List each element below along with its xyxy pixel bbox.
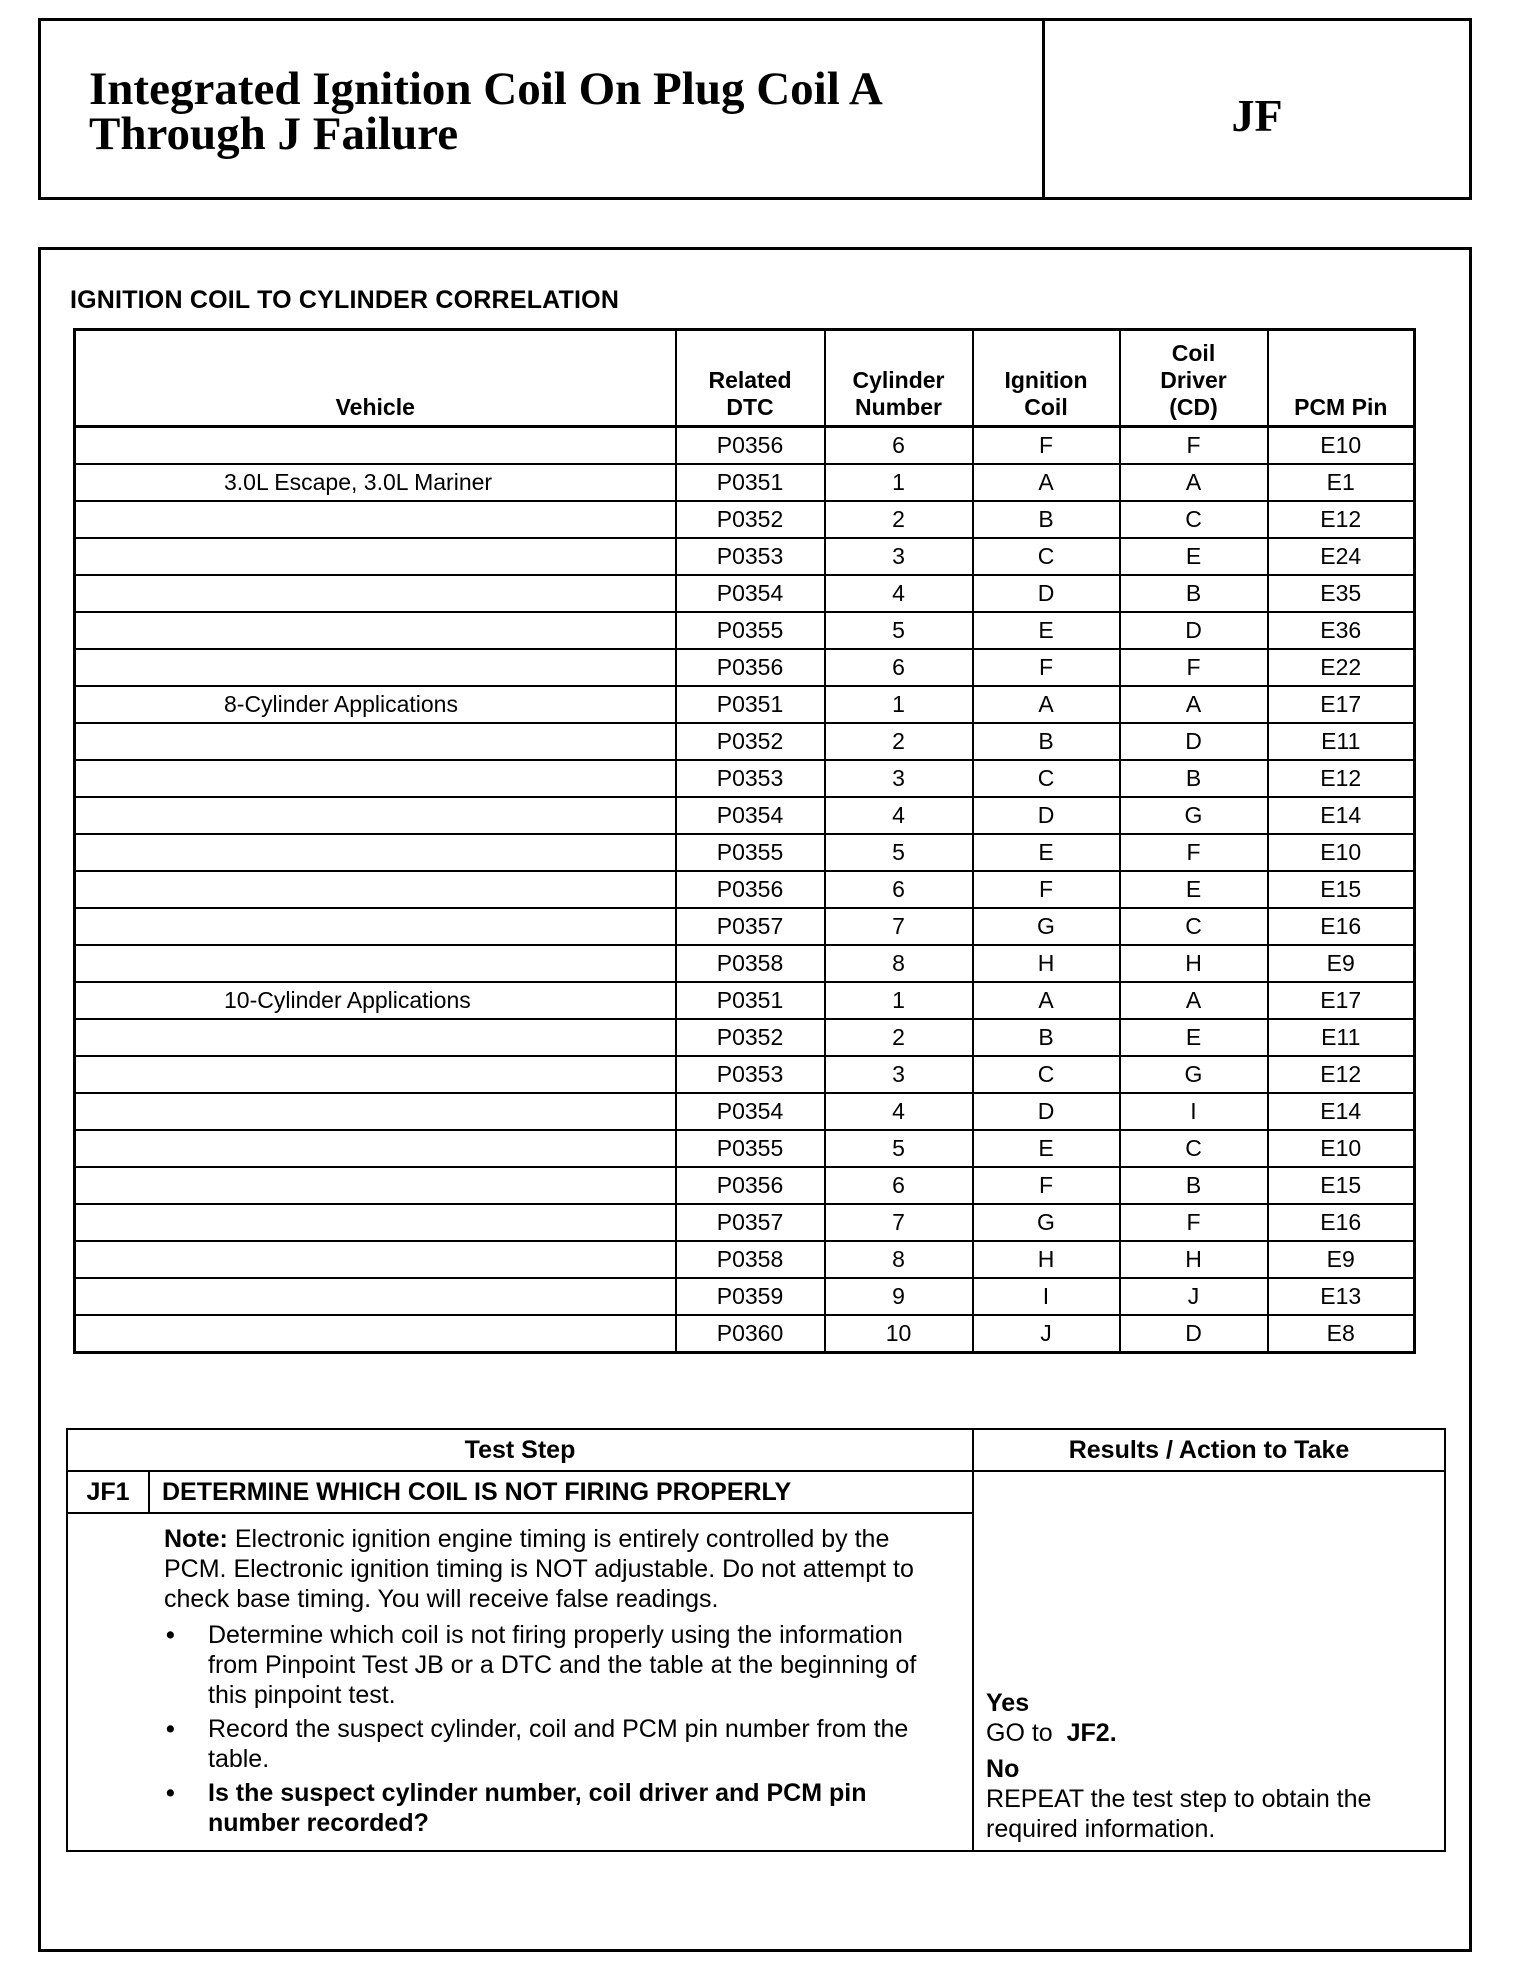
cell-vehicle [75,871,676,908]
cell-ignition-coil: F [973,427,1120,465]
cell-ignition-coil: C [973,538,1120,575]
cell-cylinder-number: 5 [825,1130,973,1167]
cell-coil-driver: C [1120,1130,1268,1167]
cell-cylinder-number: 8 [825,1241,973,1278]
cell-pcm-pin: E11 [1268,723,1415,760]
cell-pcm-pin: E12 [1268,1056,1415,1093]
cell-pcm-pin: E14 [1268,797,1415,834]
cell-ignition-coil: A [973,464,1120,501]
cell-pcm-pin: E17 [1268,982,1415,1019]
cell-coil-driver: B [1120,1167,1268,1204]
cell-pcm-pin: E9 [1268,945,1415,982]
cell-coil-driver: G [1120,797,1268,834]
cell-coil-driver: J [1120,1278,1268,1315]
cell-pcm-pin: E13 [1268,1278,1415,1315]
table-header-row [75,330,1415,427]
col-header-related-dtc: Related DTC [676,330,825,427]
cell-related-dtc: P0356 [676,649,825,686]
cell-pcm-pin: E10 [1268,1130,1415,1167]
cell-ignition-coil: H [973,945,1120,982]
step-body [67,1513,973,1851]
cell-cylinder-number: 9 [825,1278,973,1315]
table-row [75,982,1415,1019]
col-header-pcm-pin: PCM Pin [1268,330,1415,427]
cell-coil-driver: A [1120,464,1268,501]
cell-ignition-coil: I [973,1278,1120,1315]
table-row [75,612,1415,649]
cell-cylinder-number: 8 [825,945,973,982]
pinpoint-test-code: JF [1231,89,1283,141]
step-note: Note: Electronic ignition engine timing is entirely controlled by the PCM. Electronic ignition timing is NOT adjustable. Do not attempt to check base timing. You will receive false readings. [164,1525,914,1613]
col-header-ignition-coil: Ignition Coil [973,330,1120,427]
cell-ignition-coil: G [973,1204,1120,1241]
cell-coil-driver: F [1120,427,1268,465]
cell-vehicle [75,1241,676,1278]
cell-cylinder-number: 6 [825,871,973,908]
cell-related-dtc: P0352 [676,723,825,760]
result-no-label: No [986,1755,1020,1783]
cell-cylinder-number: 1 [825,982,973,1019]
cell-coil-driver: H [1120,1241,1268,1278]
cell-pcm-pin: E17 [1268,686,1415,723]
cell-ignition-coil: E [973,834,1120,871]
col-header-cylinder-number: Cylinder Number [825,330,973,427]
cell-cylinder-number: 4 [825,797,973,834]
cell-pcm-pin: E11 [1268,1019,1415,1056]
cell-coil-driver: F [1120,1204,1268,1241]
cell-coil-driver: E [1120,538,1268,575]
cell-related-dtc: P0354 [676,1093,825,1130]
result-yes-action: GO to JF2. [986,1719,1117,1747]
cell-vehicle [75,908,676,945]
col-header-test-step: Test Step [67,1429,973,1471]
cell-ignition-coil: F [973,649,1120,686]
table-row [75,649,1415,686]
table-row [75,1241,1415,1278]
cell-related-dtc: P0357 [676,908,825,945]
cell-pcm-pin: E15 [1268,871,1415,908]
step-results [973,1471,1445,1851]
col-header-vehicle: Vehicle [75,330,676,427]
cell-ignition-coil: F [973,871,1120,908]
table-row [75,1019,1415,1056]
cell-pcm-pin: E1 [1268,464,1415,501]
cell-vehicle [75,834,676,871]
cell-related-dtc: P0356 [676,427,825,465]
cell-ignition-coil: B [973,1019,1120,1056]
correlation-table [73,328,1416,1354]
cell-vehicle [75,797,676,834]
cell-coil-driver: F [1120,834,1268,871]
cell-pcm-pin: E12 [1268,760,1415,797]
cell-pcm-pin: E9 [1268,1241,1415,1278]
cell-vehicle [75,649,676,686]
cell-cylinder-number: 4 [825,575,973,612]
cell-vehicle [75,1056,676,1093]
result-no-action: REPEAT the test step to obtain the required information. [986,1785,1372,1843]
cell-related-dtc: P0354 [676,575,825,612]
cell-related-dtc: P0359 [676,1278,825,1315]
cell-coil-driver: C [1120,908,1268,945]
cell-coil-driver: H [1120,945,1268,982]
instruction-item: • Record the suspect cylinder, coil and PCM pin number from the table. [164,1714,942,1774]
cell-coil-driver: B [1120,760,1268,797]
step-heading-row [67,1471,1445,1513]
cell-ignition-coil: C [973,760,1120,797]
cell-related-dtc: P0355 [676,1130,825,1167]
cell-coil-driver: E [1120,1019,1268,1056]
goto-jf2-link[interactable]: JF2. [1066,1719,1117,1747]
cell-cylinder-number: 3 [825,538,973,575]
cell-vehicle: 8-Cylinder Applications [75,686,676,723]
step-heading: DETERMINE WHICH COIL IS NOT FIRING PROPERLY [149,1471,973,1513]
table-row [75,538,1415,575]
cell-cylinder-number: 6 [825,1167,973,1204]
page-title [41,21,1045,197]
cell-ignition-coil: A [973,982,1120,1019]
cell-pcm-pin: E14 [1268,1093,1415,1130]
page-title-line-1: Integrated Ignition Coil On Plug Coil A [89,63,883,115]
cell-related-dtc: P0360 [676,1315,825,1353]
page-title-line-2: Through J Failure [89,108,459,160]
cell-ignition-coil: B [973,501,1120,538]
cell-related-dtc: P0353 [676,1056,825,1093]
table-row [75,760,1415,797]
cell-ignition-coil: H [973,1241,1120,1278]
cell-vehicle [75,945,676,982]
cell-coil-driver: B [1120,575,1268,612]
cell-ignition-coil: J [973,1315,1120,1353]
cell-ignition-coil: E [973,1130,1120,1167]
cell-cylinder-number: 5 [825,612,973,649]
cell-coil-driver: A [1120,686,1268,723]
cell-related-dtc: P0354 [676,797,825,834]
step-id: JF1 [67,1471,149,1513]
cell-cylinder-number: 6 [825,427,973,465]
cell-vehicle [75,1204,676,1241]
cell-pcm-pin: E8 [1268,1315,1415,1353]
cell-cylinder-number: 4 [825,1093,973,1130]
cell-related-dtc: P0355 [676,834,825,871]
table-row [75,686,1415,723]
cell-vehicle [75,538,676,575]
table-row [75,871,1415,908]
cell-related-dtc: P0351 [676,464,825,501]
cell-pcm-pin: E36 [1268,612,1415,649]
cell-pcm-pin: E16 [1268,908,1415,945]
cell-cylinder-number: 6 [825,649,973,686]
page-header [38,18,1472,200]
cell-related-dtc: P0351 [676,686,825,723]
cell-cylinder-number: 3 [825,1056,973,1093]
cell-cylinder-number: 5 [825,834,973,871]
cell-ignition-coil: A [973,686,1120,723]
cell-related-dtc: P0358 [676,1241,825,1278]
cell-ignition-coil: G [973,908,1120,945]
cell-pcm-pin: E22 [1268,649,1415,686]
cell-pcm-pin: E12 [1268,501,1415,538]
table-row [75,1315,1415,1353]
cell-ignition-coil: D [973,1093,1120,1130]
section-title: IGNITION COIL TO CYLINDER CORRELATION [70,286,620,314]
cell-pcm-pin: E10 [1268,834,1415,871]
cell-vehicle [75,760,676,797]
test-step-header-row [67,1429,1445,1471]
table-row [75,464,1415,501]
table-row [75,834,1415,871]
cell-ignition-coil: D [973,797,1120,834]
table-row [75,945,1415,982]
table-row [75,1130,1415,1167]
instruction-item: • Determine which coil is not firing properly using the information from Pinpoint Test JB or a DTC and the table at the beginning of this pinpoint test. [164,1620,942,1710]
cell-related-dtc: P0352 [676,1019,825,1056]
cell-vehicle [75,1315,676,1353]
cell-coil-driver: A [1120,982,1268,1019]
table-row [75,1167,1415,1204]
cell-coil-driver: I [1120,1093,1268,1130]
cell-ignition-coil: C [973,1056,1120,1093]
cell-vehicle [75,612,676,649]
cell-related-dtc: P0351 [676,982,825,1019]
cell-vehicle [75,1278,676,1315]
cell-vehicle [75,1019,676,1056]
cell-vehicle [75,575,676,612]
cell-cylinder-number: 2 [825,1019,973,1056]
cell-vehicle [75,1130,676,1167]
cell-cylinder-number: 2 [825,501,973,538]
col-header-results: Results / Action to Take [973,1429,1445,1471]
cell-pcm-pin: E10 [1268,427,1415,465]
col-header-coil-driver: Coil Driver (CD) [1120,330,1268,427]
cell-cylinder-number: 2 [825,723,973,760]
cell-vehicle: 10-Cylinder Applications [75,982,676,1019]
cell-vehicle [75,427,676,465]
cell-vehicle [75,723,676,760]
cell-related-dtc: P0358 [676,945,825,982]
table-row [75,1204,1415,1241]
cell-related-dtc: P0353 [676,760,825,797]
cell-ignition-coil: E [973,612,1120,649]
cell-related-dtc: P0357 [676,1204,825,1241]
cell-cylinder-number: 7 [825,908,973,945]
cell-ignition-coil: B [973,723,1120,760]
cell-cylinder-number: 1 [825,686,973,723]
cell-pcm-pin: E35 [1268,575,1415,612]
cell-cylinder-number: 3 [825,760,973,797]
cell-vehicle [75,501,676,538]
cell-cylinder-number: 7 [825,1204,973,1241]
step-instructions [164,1620,942,1838]
instruction-question: • Is the suspect cylinder number, coil driver and PCM pin number recorded? [164,1778,942,1838]
table-row [75,427,1415,465]
cell-pcm-pin: E24 [1268,538,1415,575]
test-step-table [66,1428,1446,1852]
cell-related-dtc: P0355 [676,612,825,649]
cell-ignition-coil: F [973,1167,1120,1204]
cell-coil-driver: G [1120,1056,1268,1093]
cell-coil-driver: C [1120,501,1268,538]
cell-coil-driver: D [1120,1315,1268,1353]
table-row [75,1093,1415,1130]
table-row [75,1056,1415,1093]
correlation-table-body [75,427,1415,1353]
cell-cylinder-number: 1 [825,464,973,501]
cell-related-dtc: P0352 [676,501,825,538]
cell-coil-driver: D [1120,723,1268,760]
cell-related-dtc: P0353 [676,538,825,575]
cell-coil-driver: E [1120,871,1268,908]
cell-vehicle [75,1167,676,1204]
table-row [75,1278,1415,1315]
table-row [75,797,1415,834]
cell-pcm-pin: E15 [1268,1167,1415,1204]
table-row [75,501,1415,538]
table-row [75,723,1415,760]
cell-related-dtc: P0356 [676,1167,825,1204]
table-row [75,908,1415,945]
cell-ignition-coil: D [973,575,1120,612]
cell-pcm-pin: E16 [1268,1204,1415,1241]
cell-coil-driver: D [1120,612,1268,649]
cell-vehicle [75,1093,676,1130]
table-row [75,575,1415,612]
cell-related-dtc: P0356 [676,871,825,908]
cell-vehicle: 3.0L Escape, 3.0L Mariner [75,464,676,501]
cell-cylinder-number: 10 [825,1315,973,1353]
cell-coil-driver: F [1120,649,1268,686]
result-yes-label: Yes [986,1689,1030,1717]
